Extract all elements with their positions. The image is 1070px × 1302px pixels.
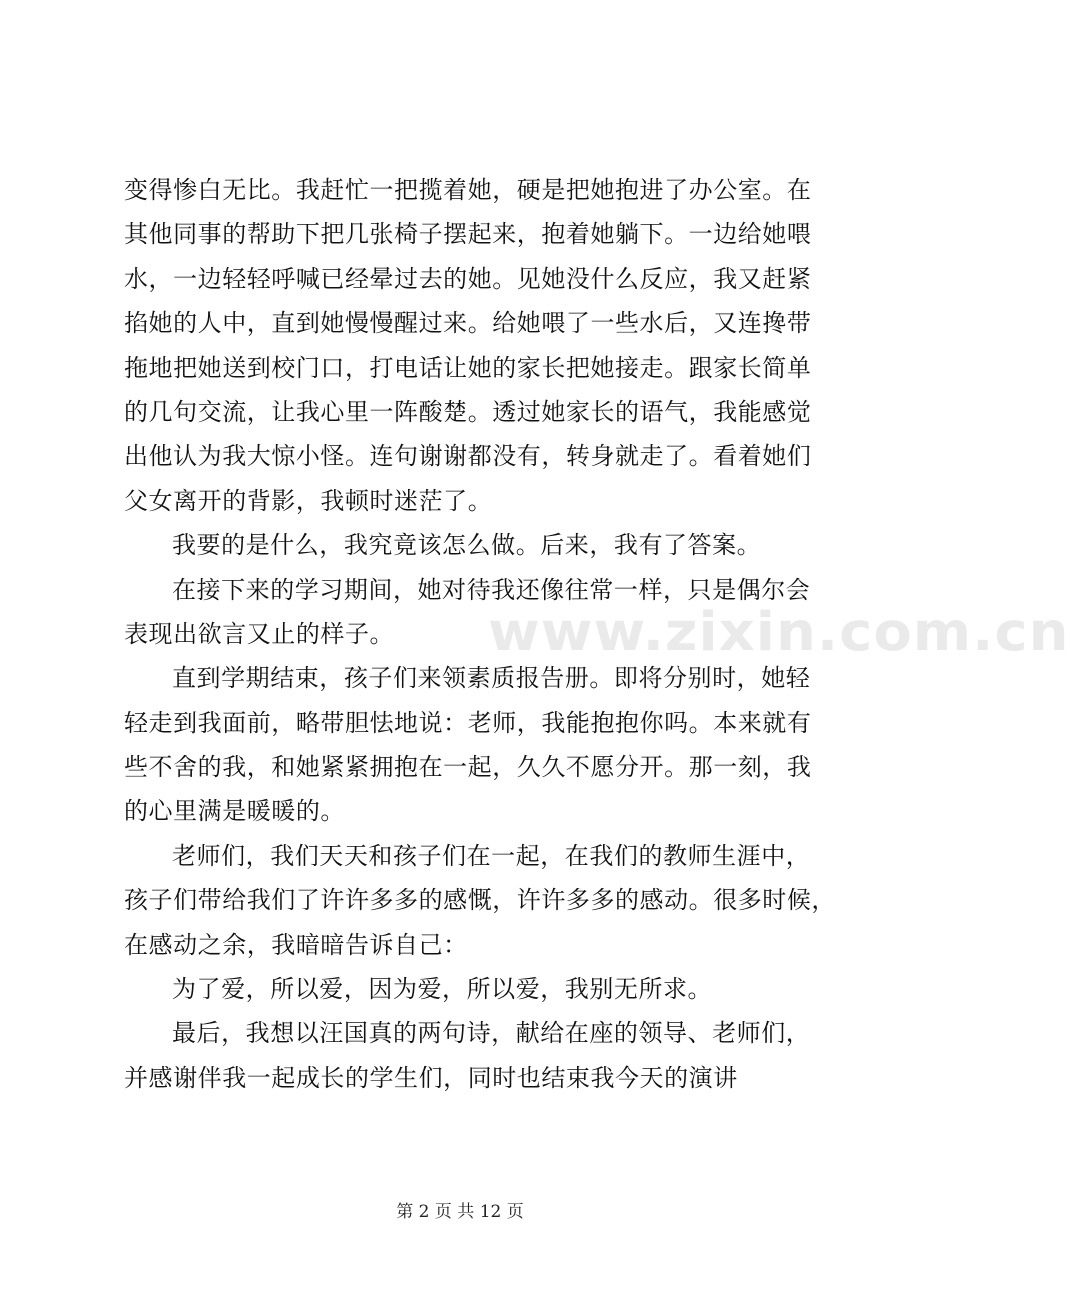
text-line: 老师们，我们天天和孩子们在一起，在我们的教师生涯中， — [172, 841, 811, 870]
watermark: www.zixin.com.cn — [488, 601, 1070, 664]
text-line: 孩子们带给我们了许许多多的感慨，许许多多的感动。很多时候， — [124, 886, 836, 915]
text-line: 为了爱，所以爱，因为爱，所以爱，我别无所求。 — [172, 975, 713, 1004]
text-line: 我要的是什么，我究竟该怎么做。后来，我有了答案。 — [172, 531, 762, 560]
text-line: 并感谢伴我一起成长的学生们，同时也结束我今天的演讲 — [124, 1063, 738, 1092]
text-line: 掐她的人中，直到她慢慢醒过来。给她喂了一些水后，又连搀带 — [124, 309, 812, 338]
text-line: 的心里满是暖暖的。 — [124, 797, 345, 826]
text-line: 水，一边轻轻呼喊已经晕过去的她。见她没什么反应，我又赶紧 — [124, 264, 812, 293]
text-line: 在接下来的学习期间，她对待我还像往常一样，只是偶尔会 — [172, 575, 811, 604]
text-line: 的几句交流，让我心里一阵酸楚。透过她家长的语气，我能感觉 — [124, 397, 812, 426]
text-line: 直到学期结束，孩子们来领素质报告册。即将分别时，她轻 — [172, 664, 811, 693]
text-line: 拖地把她送到校门口，打电话让她的家长把她接走。跟家长简单 — [124, 353, 812, 382]
text-line: 些不舍的我，和她紧紧拥抱在一起，久久不愿分开。那一刻，我 — [124, 753, 812, 782]
text-line: 表现出欲言又止的样子。 — [124, 619, 395, 648]
page-footer: 第 2 页 共 12 页 — [396, 1202, 524, 1222]
text-line: 变得惨白无比。我赶忙一把揽着她，硬是把她抱进了办公室。在 — [124, 176, 812, 204]
text-line: 轻走到我面前，略带胆怯地说：老师，我能抱抱你吗。本来就有 — [124, 708, 812, 737]
text-line: 最后，我想以汪国真的两句诗，献给在座的领导、老师们， — [172, 1019, 811, 1048]
text-line: 在感动之余，我暗暗告诉自己： — [124, 930, 468, 959]
text-line: 其他同事的帮助下把几张椅子摆起来，抱着她躺下。一边给她喂 — [124, 220, 812, 249]
text-line: 出他认为我大惊小怪。连句谢谢都没有，转身就走了。看着她们 — [124, 442, 812, 471]
text-line: 父女离开的背影，我顿时迷茫了。 — [124, 486, 493, 515]
